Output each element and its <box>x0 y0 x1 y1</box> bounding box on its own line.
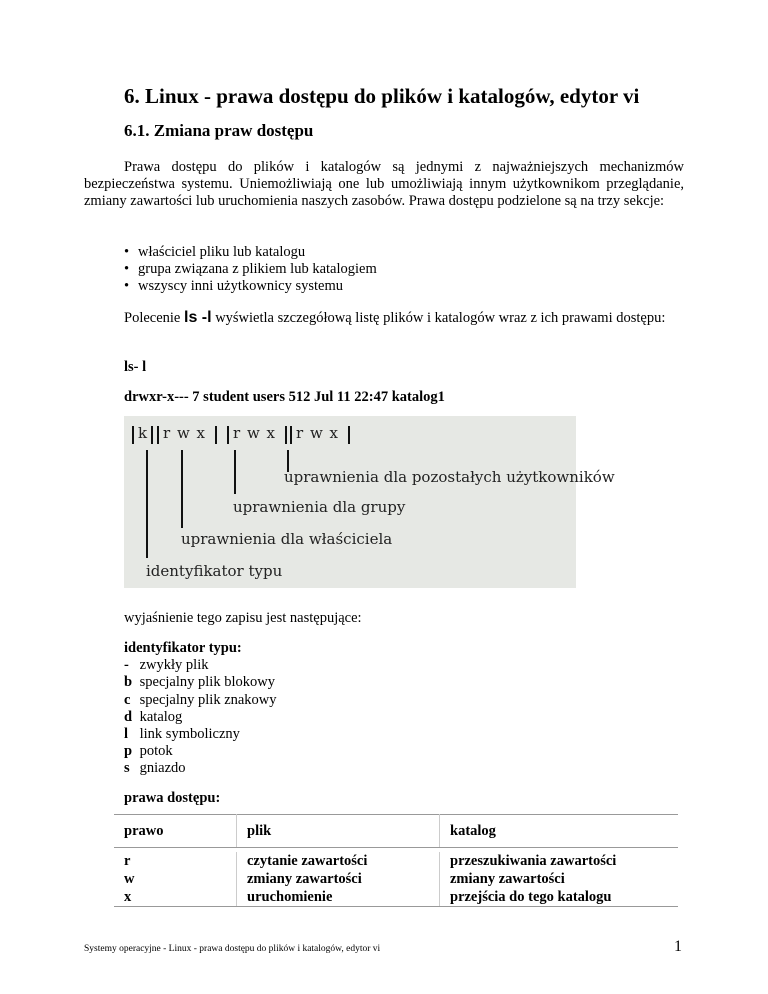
type-pointer <box>146 450 148 558</box>
table-cell: zmiany zawartości <box>450 870 565 887</box>
table-header-row <box>114 815 678 848</box>
sections-list <box>124 244 377 295</box>
permissions-table <box>114 814 678 907</box>
table-header-cell: prawo <box>114 815 237 848</box>
page-number: 1 <box>674 938 682 955</box>
table-row <box>114 852 678 870</box>
page-footer: Systemy operacyjne - Linux - prawa dostępu do plików i katalogów, edytor vi <box>84 944 381 954</box>
type-label: identyfikator typu <box>146 562 283 580</box>
header-separator <box>227 426 229 444</box>
table-cell: uruchomienie <box>237 888 440 907</box>
list-item: • wszyscy inni użytkownicy systemu <box>124 278 377 295</box>
group-label: uprawnienia dla grupy <box>233 498 406 516</box>
explanation-text: wyjaśnienie tego zapisu jest następujące: <box>124 610 362 626</box>
header-separator <box>290 426 292 444</box>
table-row <box>114 888 678 907</box>
list-item: b specjalny plik blokowy <box>124 674 275 691</box>
intro-paragraph: Prawa dostępu do plików i katalogów są jednymi z najważniejszych mechanizmów bezpieczeństwa systemu. Uniemożliwiają one lub umożliwiają innym użytkownikom przeglądanie, zmiany zawartości lub uruchomienia naszych zasobów. Prawa dostępu podzielone są na trzy sekcje: <box>84 159 684 209</box>
type-header: k <box>138 424 149 442</box>
ls-paragraph <box>84 309 684 327</box>
header-separator <box>151 426 153 444</box>
table-cell: w <box>114 870 237 888</box>
list-item: s gniazdo <box>124 760 186 777</box>
list-item: c specjalny plik znakowy <box>124 691 277 708</box>
table-cell: czytanie zawartości <box>237 852 440 870</box>
table-cell: przejścia do tego katalogu <box>440 888 679 907</box>
ls-text-after: wyświetla szczegółową listę plików i katalogów wraz z ich prawami dostępu: <box>211 310 666 326</box>
owner-pointer <box>181 450 183 528</box>
header-separator <box>285 426 287 444</box>
permissions-title: prawa dostępu: <box>124 790 221 806</box>
group-header: r w x <box>233 424 277 442</box>
table-header-cell: plik <box>237 815 440 848</box>
list-item: • właściciel pliku lub katalogu <box>124 244 377 261</box>
list-item: d katalog <box>124 708 183 725</box>
header-separator <box>132 426 134 444</box>
owner-label: uprawnienia dla właściciela <box>181 530 393 548</box>
ls-command-line: ls- l <box>124 359 147 375</box>
header-separator <box>348 426 350 444</box>
listing-line: drwxr-x--- 7 student users 512 Jul 11 22:47 katalog1 <box>124 389 445 405</box>
table-header-cell: katalog <box>440 815 679 848</box>
type-identifier-list <box>124 640 277 778</box>
ls-command: ls -l <box>184 309 212 326</box>
others-header: r w x <box>296 424 340 442</box>
table-cell: zmiany zawartości <box>237 870 440 888</box>
table-cell: r <box>114 852 237 870</box>
others-label: uprawnienia dla pozostałych użytkowników <box>284 468 615 486</box>
header-separator <box>215 426 217 444</box>
ls-text-before: Polecenie <box>124 310 184 326</box>
section-heading: 6.1. Zmiana praw dostępu <box>124 121 314 140</box>
list-item: l link symboliczny <box>124 726 240 743</box>
permissions-diagram <box>124 416 615 588</box>
list-item: - zwykły plik <box>124 657 209 674</box>
owner-header: r w x <box>163 424 207 442</box>
page-title: 6. Linux - prawa dostępu do plików i katalogów, edytor vi <box>124 84 640 108</box>
header-separator <box>157 426 159 444</box>
table-row <box>114 870 678 888</box>
list-item: • grupa związana z plikiem lub katalogiem <box>124 261 377 278</box>
group-pointer <box>234 450 236 494</box>
type-identifier-title: identyfikator typu: <box>124 640 242 656</box>
table-cell: x <box>114 888 237 907</box>
list-item: p potok <box>124 743 173 760</box>
table-cell: przeszukiwania zawartości <box>450 852 617 869</box>
